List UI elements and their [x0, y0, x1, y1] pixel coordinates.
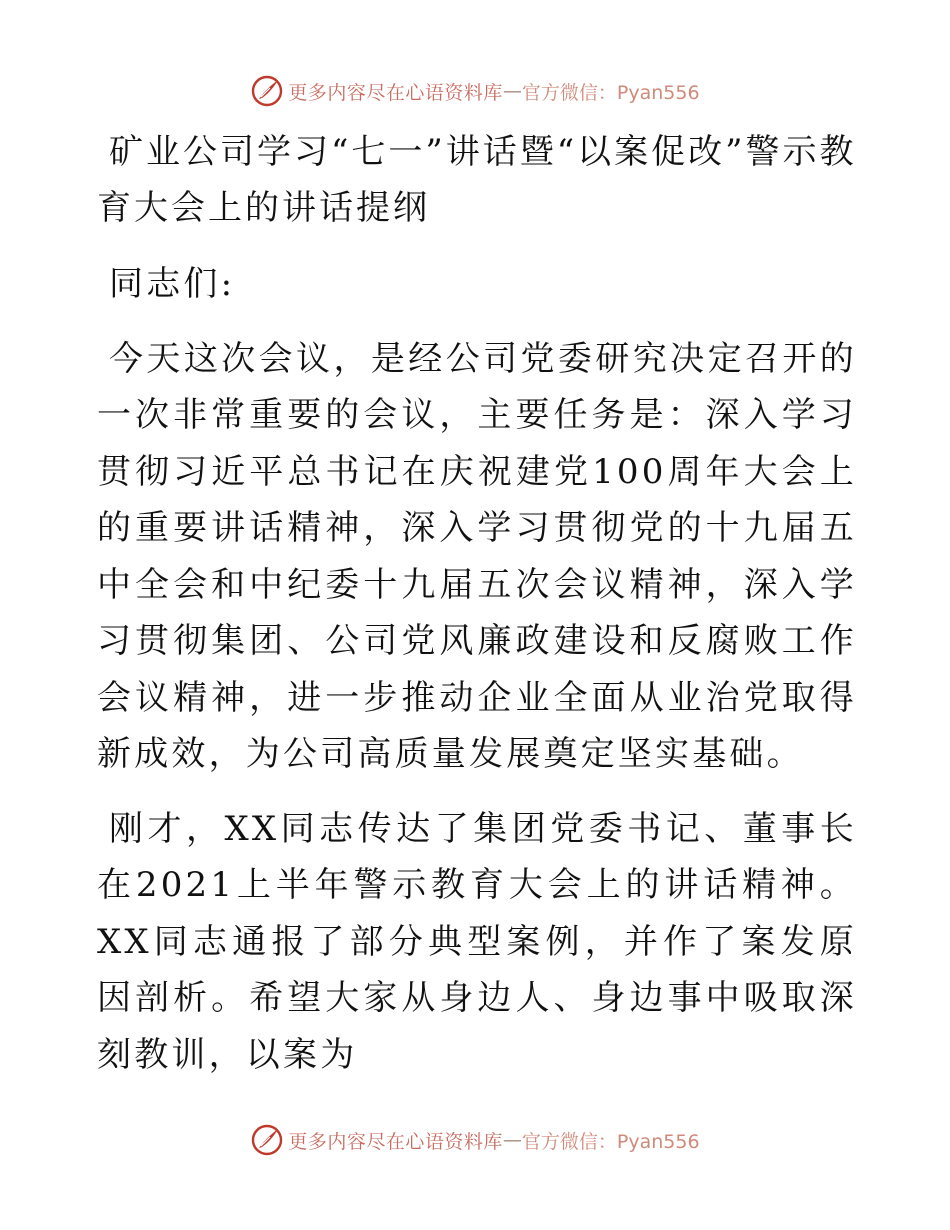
feather-pen-logo-icon: [250, 1123, 284, 1157]
document-title: 矿业公司学习“七一”讲话暨“以案促改”警示教育大会上的讲话提纲: [97, 132, 857, 228]
header-watermark: [0, 71, 950, 111]
paragraph: 今天这次会议，是经公司党委研究决定召开的一次非常重要的会议，主要任务是：深入学习贯彻习近平总书记在庆祝建党100周年大会上的重要讲话精神，深入学习贯彻党的十九届五中全会和中纪委十九届五次会议精神，深入学习贯彻集团、公司党风廉政建设和反腐败工作会议精神，进一步推动企业全面从业治党取得新成效，为公司高质量发展奠定坚实基础。: [97, 338, 857, 774]
salutation: 同志们:: [109, 264, 236, 304]
banner-dash: —: [502, 1129, 522, 1151]
paragraph: 刚才，XX同志传达了集团党委书记、董事长在2021上半年警示教育大会上的讲话精神。XX同志通报了部分典型案例，并作了案发原因剖析。希望大家从身边人、身边事中吸取深刻教训，以案为: [97, 808, 857, 1075]
feather-pen-logo-icon: [250, 74, 284, 108]
banner-brand-text: 更多内容尽在心语资料库: [288, 1130, 503, 1153]
banner-wechat-text: 官方微信：Pyan556: [521, 81, 700, 104]
document-body: [97, 124, 857, 1083]
banner-wechat-text: 官方微信：Pyan556: [521, 1130, 700, 1153]
banner-brand-text: 更多内容尽在心语资料库: [288, 81, 503, 104]
banner-dash: —: [502, 80, 522, 102]
footer-watermark: [0, 1120, 950, 1160]
